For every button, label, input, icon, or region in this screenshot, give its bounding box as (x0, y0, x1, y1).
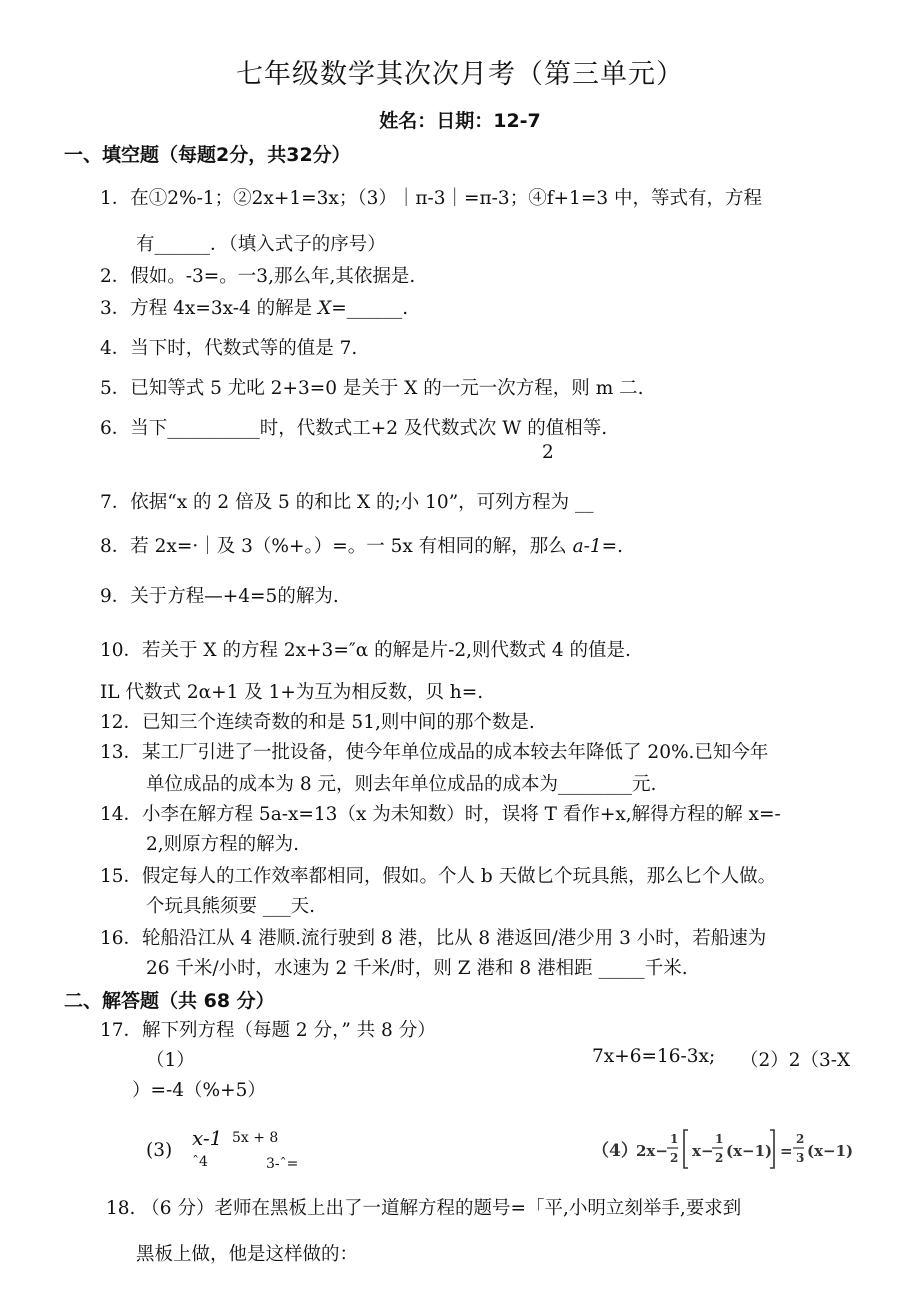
part-3-denominator-b: 3-ˆ= (266, 1156, 299, 1172)
question-18-line-1: 18. （6 分）老师在黑板上出了一道解方程的题号=「平,小明立刻举手,要求到 (106, 1198, 742, 1219)
question-17-part-1-label: （1） (146, 1050, 195, 1071)
section-heading-solve: 二、解答题（共 68 分） (64, 990, 275, 1012)
part-4-label: （4） (592, 1141, 638, 1161)
part-4-equation-svg (592, 1124, 862, 1176)
question-6: 6．当下__________时，代数式工+2 及代数式次 W 的值相等. (100, 418, 608, 439)
section-heading-fill-blank: 一、填空题（每题2分，共32分） (64, 144, 351, 166)
question-18-line-2: 黑板上做，他是这样做的： (136, 1244, 359, 1265)
page-title: 七年级数学其次次月考（第三单元） (236, 59, 684, 90)
question-6-subscript: 2 (542, 442, 554, 463)
name-date-line: 姓名：日期：12-7 (379, 110, 541, 132)
part-4-frac2-den: 2 (715, 1151, 724, 1165)
part-3-numerator-a: x-1 (192, 1126, 223, 1150)
question-17-part-1-equation: 7x+6=16-3x; (592, 1046, 716, 1067)
question-3 (100, 294, 408, 320)
question-5: 5．已知等式 5 尤叱 2+3=0 是关于 X 的一元一次方程，则 m 二. (100, 378, 644, 399)
question-9: 9．关于方程—+4=5的解为. (100, 586, 339, 607)
question-10: 10．若关于 X 的方程 2x+3=″α 的解是片-2,则代数式 4 的值是. (100, 640, 631, 661)
question-2: 2．假如。-3=。一3,那么年,其依据是. (100, 266, 416, 287)
question-13-line-1: 13．某工厂引进了一批设备，使今年单位成品的成本较去年降低了 20%.已知今年 (100, 742, 769, 763)
question-11: IL 代数式 2α+1 及 1+为互为相反数，贝 h=. (100, 682, 484, 703)
part-3-denominator-a: ˆ4 (192, 1154, 208, 1170)
part-4-frac1-num: 1 (670, 1132, 679, 1146)
question-8 (100, 532, 623, 558)
question-8-variable: a-1=. (572, 536, 624, 557)
part-4-left-bracket (684, 1130, 688, 1168)
question-1-line-1: 1．在①2%-1；②2x+1=3x；（3）｜π-3｜=π-3；④f+1=3 中，等式有，方程 (100, 188, 762, 209)
question-17-intro: 17．解下列方程（每题 2 分，” 共 8 分） (100, 1020, 436, 1041)
part-4-term-a: 2x− (636, 1142, 668, 1160)
part-4-frac3-num: 2 (796, 1132, 805, 1146)
part-3-numerator-b: 5x + 8 (232, 1130, 279, 1146)
question-13-line-2: 单位成品的成本为 8 元，则去年单位成品的成本为________元. (146, 774, 657, 795)
question-14-line-1: 14．小李在解方程 5a-x=13（x 为未知数）时，误将 T 看作+x,解得方程的解 x=- (100, 804, 781, 825)
question-17-part-3-label: (3) (146, 1140, 173, 1161)
question-4: 4．当下时，代数式等的值是 7. (100, 338, 358, 359)
part-4-equals: = (780, 1142, 793, 1160)
question-3-blank: ______. (346, 298, 409, 319)
question-3-variable: X= (318, 298, 347, 319)
question-17-part-2-head: （2）2（3-X (740, 1050, 851, 1071)
part-4-term-b: x− (692, 1142, 714, 1160)
part-4-frac2-num: 1 (715, 1132, 724, 1146)
question-7: 7．依据“x 的 2 倍及 5 的和比 X 的;小 10”，可列方程为 __ (100, 492, 594, 513)
question-17-part-2-tail: ）=-4（%+5） (132, 1080, 266, 1101)
question-8-text: 8．若 2x=·｜及 3（%+。）=。一 5x 有相同的解，那么 (100, 536, 573, 557)
question-17-part-4-equation (592, 1124, 862, 1176)
part-4-frac1-den: 2 (670, 1151, 679, 1165)
question-14-line-2: 2,则原方程的解为. (146, 834, 300, 855)
part-4-term-e: (x−1) (807, 1142, 854, 1160)
part-4-term-c: (x−1) (726, 1142, 773, 1160)
question-16-line-2: 26 千米/小时，水速为 2 千米/时，则 Z 港和 8 港相距 _____千米. (146, 958, 688, 979)
question-15-line-2: 个玩具熊须要 ___天. (146, 896, 316, 917)
question-3-text: 3．方程 4x=3x-4 的解是 (100, 298, 319, 319)
question-16-line-1: 16．轮船沿江从 4 港顺.流行驶到 8 港，比从 8 港返回/港少用 3 小时，若船速为 (100, 928, 767, 949)
question-12: 12．已知三个连续奇数的和是 51,则中间的那个数是. (100, 712, 535, 733)
question-1-line-2: 有______．（填入式子的序号） (136, 234, 386, 255)
part-4-frac3-den: 3 (796, 1151, 805, 1165)
question-15-line-1: 15．假定每人的工作效率都相同，假如。个人 b 天做匕个玩具熊，那么匕个人做。 (100, 866, 777, 887)
